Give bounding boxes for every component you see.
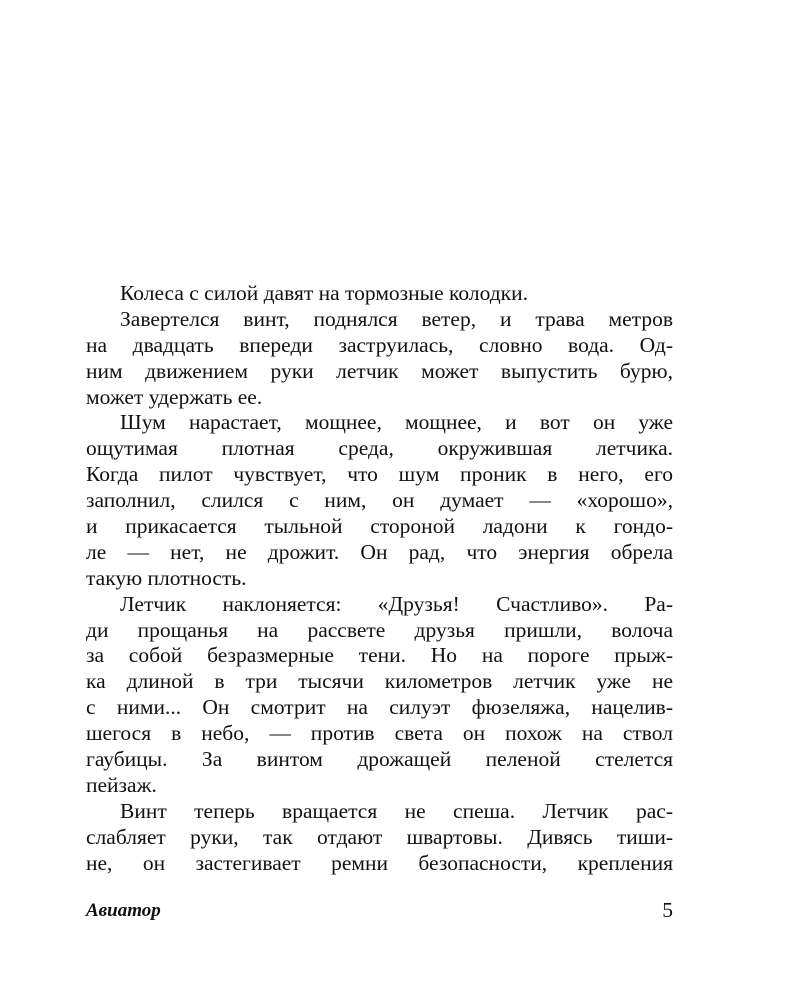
text-line: на двадцать впереди заструилась, словно вода. Од-	[86, 332, 673, 357]
text-line: Летчик наклоняется: «Друзья! Счастливо». Ра-	[120, 591, 673, 616]
text-line: слабляет руки, так отдают швартовы. Дивясь тиши-	[86, 824, 673, 849]
text-line: ним движением руки летчик может выпустить бурю,	[86, 358, 673, 383]
paragraph-1	[86, 281, 673, 307]
paragraph-2	[86, 307, 673, 411]
text-line: Винт теперь вращается не спеша. Летчик рас-	[120, 798, 673, 823]
text-line: такую плотность.	[86, 565, 247, 590]
text-line: ощутимая плотная среда, окружившая летчика.	[86, 436, 673, 461]
text-line: за собой безразмерные тени. Но на пороге прыж-	[86, 643, 673, 668]
text-line: Шум нарастает, мощнее, мощнее, и вот он уже	[120, 410, 673, 435]
text-line: Колеса с силой давят на тормозные колодки.	[120, 281, 528, 305]
text-line: и прикасается тыльной стороной ладони к гондо-	[86, 514, 673, 539]
text-line: Когда пилот чувствует, что шум проник в него, его	[86, 462, 673, 487]
running-title: Авиатор	[86, 900, 161, 921]
text-line: гаубицы. За винтом дрожащей пеленой стелется	[86, 747, 673, 772]
text-line: ле — нет, не дрожит. Он рад, что энергия обрела	[86, 539, 673, 564]
body-text	[86, 281, 673, 876]
text-line: ка длиной в три тысячи километров летчик уже не	[86, 669, 673, 694]
text-line: ди прощанья на рассвете друзья пришли, волоча	[86, 617, 673, 642]
paragraph-5	[86, 799, 673, 877]
text-line: заполнил, слился с ним, он думает — «хорошо»,	[86, 488, 673, 513]
text-line: с ними... Он смотрит на силуэт фюзеляжа, нацелив-	[86, 695, 673, 720]
paragraph-3	[86, 410, 673, 591]
text-line: Завертелся винт, поднялся ветер, и трава метров	[120, 306, 673, 331]
paragraph-4	[86, 592, 673, 799]
text-line: пейзаж.	[86, 772, 157, 797]
text-line: не, он застегивает ремни безопасности, крепления	[86, 850, 673, 875]
page-footer	[86, 898, 673, 928]
text-line: шегося в небо, — против света он похож на ствол	[86, 721, 673, 746]
text-line: может удержать ее.	[86, 384, 263, 409]
page-number: 5	[662, 898, 673, 922]
